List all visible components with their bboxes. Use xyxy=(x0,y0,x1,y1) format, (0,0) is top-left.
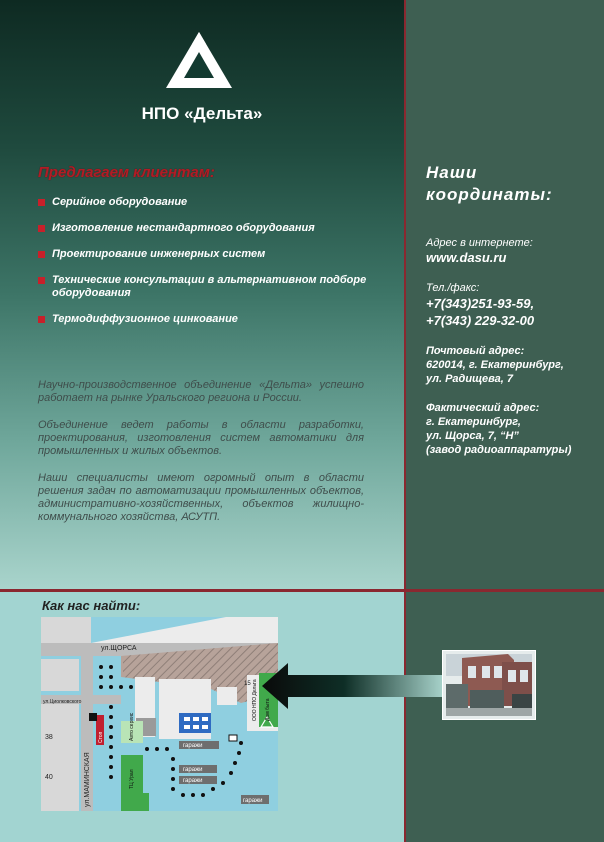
location-map xyxy=(41,617,278,811)
offer-item: Термодиффузионное цинкование xyxy=(38,313,388,326)
actual-line-3: (завод радиоаппаратуры) xyxy=(426,444,572,456)
offer-item: Технические консультации в альтернативном подборе оборудования xyxy=(38,274,388,300)
actual-line-1: г. Екатеринбург, xyxy=(426,416,521,428)
map-label-maminskaya: ул.МАМИНСКАЯ xyxy=(84,752,91,807)
offer-item: Серийное оборудование xyxy=(38,196,388,209)
map-label-garages-2: гаражи xyxy=(183,767,203,773)
internet-label: Адрес в интернете: xyxy=(426,237,533,249)
website-link[interactable]: www.dasu.ru xyxy=(426,250,507,265)
map-label-15: 15 xyxy=(244,681,251,687)
postal-line-2: ул. Радищева, 7 xyxy=(426,373,514,385)
map-label-38: 38 xyxy=(45,734,53,741)
building-photo xyxy=(442,650,536,720)
map-label-avto: Авто сервис xyxy=(129,712,135,741)
map-label-office: ООО НПО Дельта xyxy=(252,679,258,721)
offer-title: Предлагаем клиентам: xyxy=(38,164,215,181)
bullet-square-icon xyxy=(38,251,45,258)
phone-2: +7(343) 229-32-00 xyxy=(426,313,535,328)
offer-item: Проектирование инженерных систем xyxy=(38,248,388,261)
contacts-title: Наши координаты: xyxy=(426,163,553,204)
contacts-panel xyxy=(406,0,604,589)
phone-label: Тел./факс: xyxy=(426,282,480,294)
how-to-find-title: Как нас найти: xyxy=(42,598,141,613)
company-name: НПО «Дельта» xyxy=(141,104,263,123)
postal-line-1: 620014, г. Екатеринбург, xyxy=(426,359,564,371)
description-paragraph-1: Научно-производственное объединение «Дельта» успешно работает на рынке Уральского региона и России. xyxy=(38,379,364,404)
map-label-stop: Стоп xyxy=(98,731,104,743)
map-label-garages-4: гаражи xyxy=(243,798,263,804)
offer-item: Изготовление нестандартного оборудования xyxy=(38,222,388,235)
description-paragraph-3: Наши специалисты имеют огромный опыт в области решения задач по автоматизации промышленных объектов, административно-хозяйственных, объектов жилищно-коммунального хозяйства, АСУТП. xyxy=(38,472,364,523)
map-label-ural: ТЦ Урал xyxy=(129,769,135,789)
map-label-tsiolkovsky: ул.Циолковского xyxy=(43,699,82,705)
offer-list xyxy=(38,196,388,339)
actual-line-2: ул. Щорса, 7, “Н” xyxy=(426,430,519,442)
horizontal-divider xyxy=(0,589,604,592)
vertical-divider xyxy=(404,0,406,842)
pointer-arrow-icon xyxy=(262,663,444,709)
bullet-square-icon xyxy=(38,316,45,323)
bullet-square-icon xyxy=(38,277,45,284)
phone-1: +7(343)251-93-59, xyxy=(426,296,535,311)
map-label-40: 40 xyxy=(45,774,53,781)
delta-triangle-icon xyxy=(164,30,234,90)
actual-address-label: Фактический адрес: xyxy=(426,402,540,414)
bullet-square-icon xyxy=(38,199,45,206)
bullet-square-icon xyxy=(38,225,45,232)
map-label-shchorsa: ул.ЩОРСА xyxy=(101,645,137,652)
postal-label: Почтовый адрес: xyxy=(426,345,525,357)
map-label-garages-3: гаражи xyxy=(183,778,203,784)
description-paragraph-2: Объединение ведет работы в области разработки, проектирования, изготовления систем автоматики для промышленных и жилых объектов. xyxy=(38,419,364,457)
map-label-dom: Дом быта xyxy=(265,698,271,721)
map-label-garages-1: гаражи xyxy=(183,743,203,749)
